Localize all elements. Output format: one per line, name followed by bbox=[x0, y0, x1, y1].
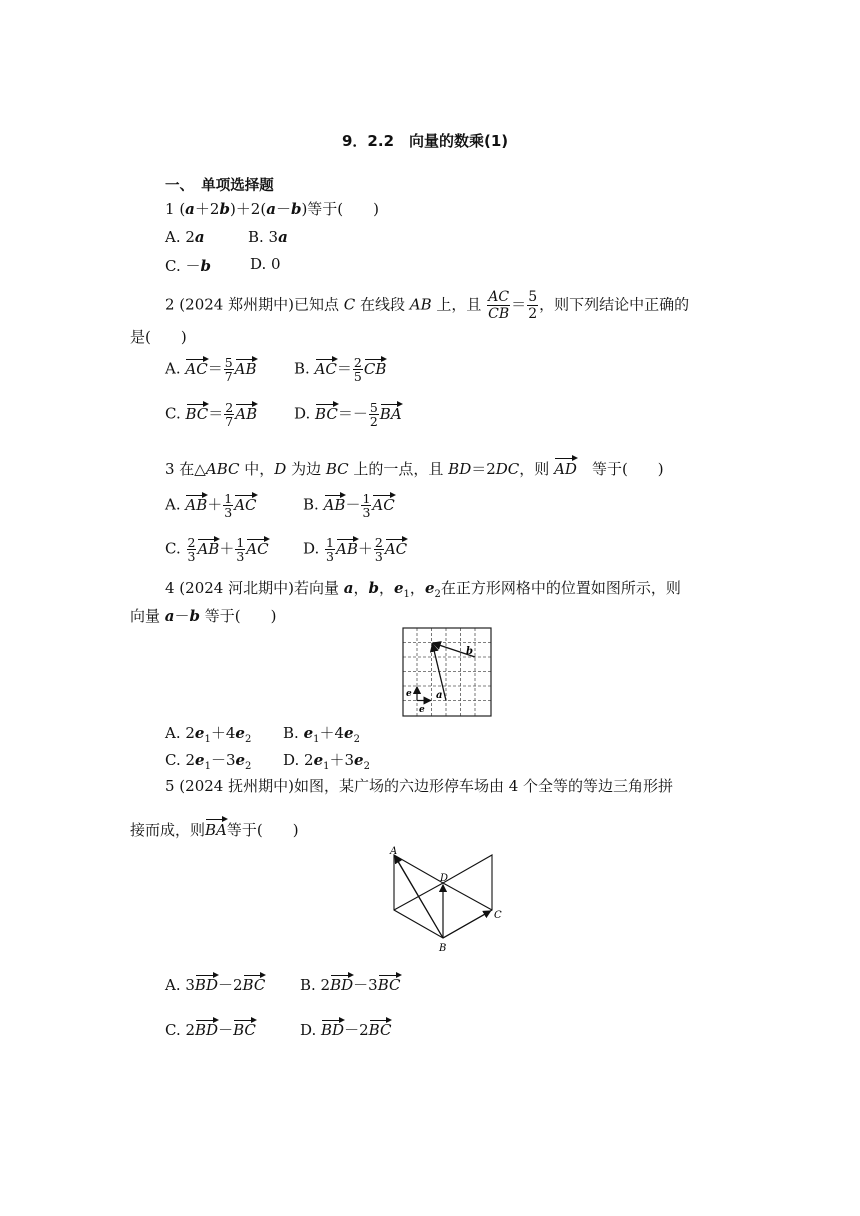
label-b: b bbox=[466, 646, 473, 657]
section-heading: 一、 单项选择题 bbox=[165, 178, 274, 194]
grid-border bbox=[403, 628, 491, 716]
label-B: B bbox=[439, 943, 447, 954]
q4-option-a: A. $2e_1+4e_2$ bbox=[165, 724, 252, 745]
question-4: 4 (2024 河北期中)若向量 a，b，$e_1$，$e_2$在正方形网格中的位置如图所示，则 bbox=[165, 579, 681, 600]
label-e1: e bbox=[419, 705, 425, 715]
q2-option-a: A. AC＝ $\frac{5}{7}$ AB bbox=[165, 355, 257, 384]
question-5: 5 (2024 抚州期中)如图，某广场的六边形停车场由 4 个全等的等边三角形拼 bbox=[165, 777, 674, 795]
question-3: 3 在△ABC 中，D 为边 BC 上的一点，且 BD＝2DC，则 AD 等于( ) bbox=[165, 457, 664, 479]
q2-option-b: B. AC＝ $\frac{2}{5}$ CB bbox=[294, 355, 387, 384]
hexagon-figure bbox=[385, 843, 510, 958]
label-A: A bbox=[390, 846, 398, 857]
diagonal-AB bbox=[394, 855, 443, 938]
q1-option-c: C. －b bbox=[165, 257, 211, 275]
q4-option-b: B. $e_1+4e_2$ bbox=[283, 724, 360, 745]
label-D: D bbox=[440, 873, 449, 884]
vector-BC bbox=[443, 911, 491, 938]
grid-figure bbox=[402, 627, 492, 718]
q5-option-b: B. 2BD－3BC bbox=[300, 976, 401, 994]
q5-option-d: D. BD－2BC bbox=[300, 1021, 392, 1039]
question-4-cont: 向量 a－b 等于( ) bbox=[130, 607, 277, 625]
q3-option-d: D. $\frac{1}{3}$ AB＋ $\frac{2}{3}$ AC bbox=[303, 535, 408, 564]
question-2-cont: 是( ) bbox=[130, 328, 187, 346]
q3-option-c: C. $\frac{2}{3}$ AB＋ $\frac{1}{3}$ AC bbox=[165, 535, 269, 564]
q2-option-c: C. BC＝ $\frac{2}{7}$ AB bbox=[165, 400, 258, 429]
q4-option-d: D. $2e_1+3e_2$ bbox=[283, 751, 370, 772]
label-C: C bbox=[494, 910, 502, 921]
q5-option-a: A. 3BD－2BC bbox=[165, 976, 266, 994]
q2-option-d: D. BC＝－ $\frac{5}{2}$ BA bbox=[294, 400, 402, 429]
q4-option-c: C. $2e_1-3e_2$ bbox=[165, 751, 252, 772]
question-2: 2 (2024 郑州期中)已知点 C 在线段 AB 上，且 $\frac{AC}{CB}$ ＝ $\frac{5}{2}$ ，则下列结论中正确的 bbox=[165, 289, 690, 322]
q1-option-b: B. 3a bbox=[248, 228, 288, 246]
grid-lines bbox=[403, 628, 491, 716]
q3-option-a: A. AB＋ $\frac{1}{3}$ AC bbox=[165, 491, 257, 520]
label-e2: e bbox=[406, 689, 412, 699]
question-5-cont: 接而成，则BA等于( ) bbox=[130, 818, 299, 840]
page-title: 9．2.2 向量的数乘(1) bbox=[342, 132, 509, 150]
q1-option-a: A. 2a bbox=[165, 228, 205, 246]
label-a: a bbox=[436, 690, 443, 701]
q1-option-d: D. 0 bbox=[250, 255, 281, 273]
q3-option-b: B. AB－ $\frac{1}{3}$ AC bbox=[303, 491, 395, 520]
q5-option-c: C. 2BD－BC bbox=[165, 1021, 256, 1039]
question-1: 1 (a＋2b)＋2(a－b)等于( ) bbox=[165, 200, 380, 218]
